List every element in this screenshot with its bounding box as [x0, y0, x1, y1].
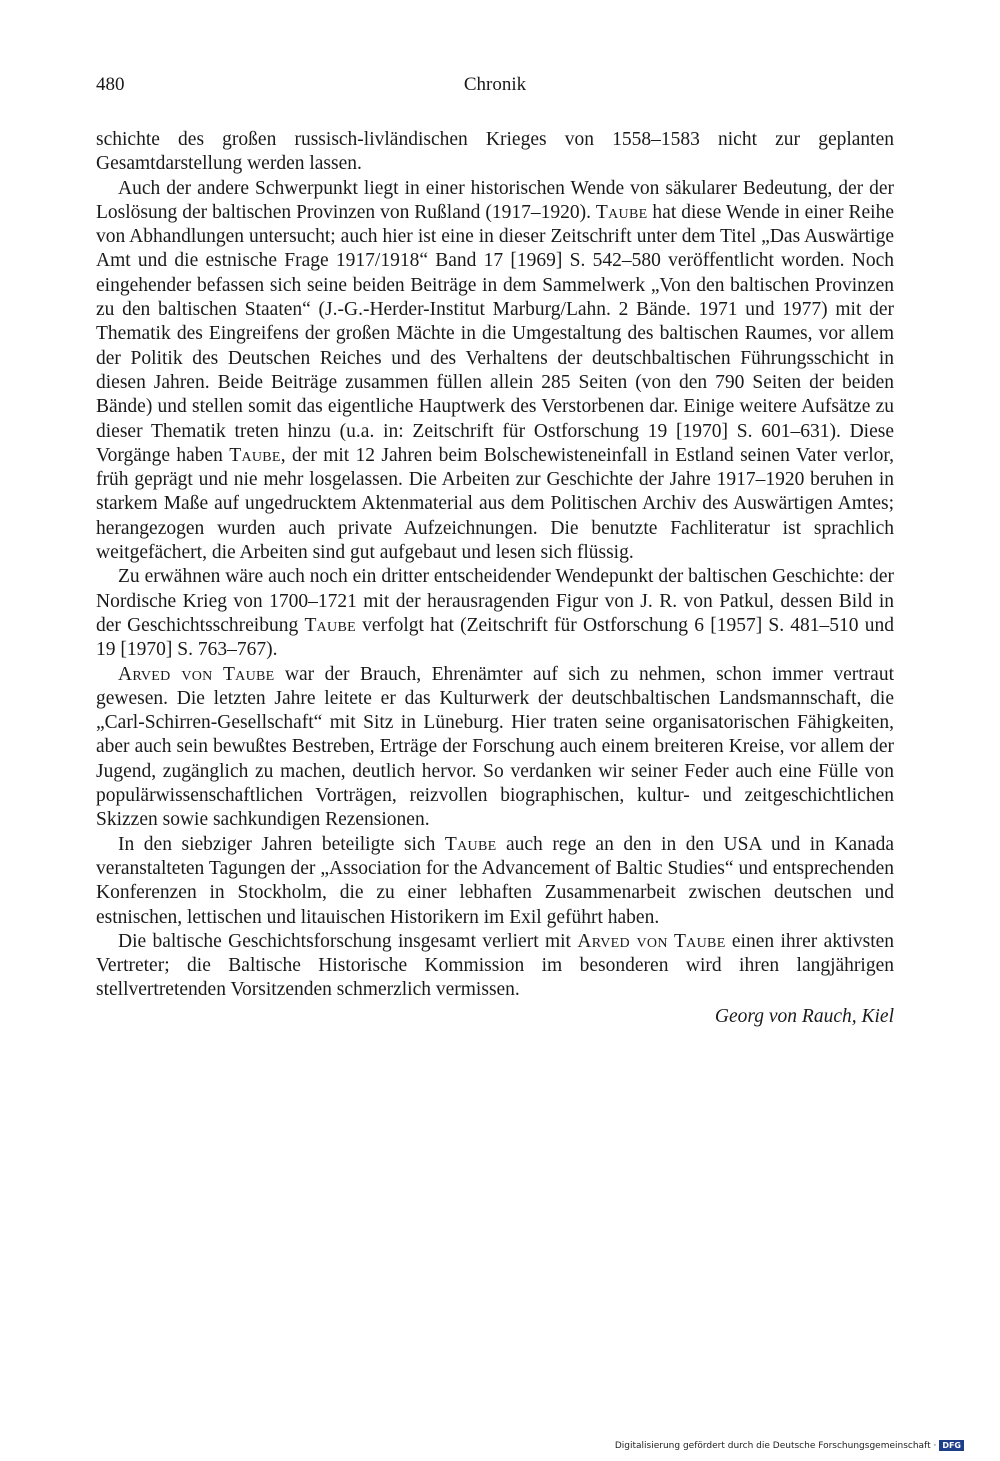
author-name: Taube	[304, 614, 356, 636]
signature: Georg von Rauch, Kiel	[714, 1005, 894, 1027]
page-number: 480	[96, 74, 125, 95]
paragraph-2: Auch der andere Schwerpunkt liegt in einer historischen Wende von säkularer Bedeutung, der der Loslösung der baltischen Provinzen von Rußland (1917–1920). Taube hat diese Wende in einer Reihe von Abhandlungen untersucht; auch hier ist eine in dieser Zeitschrift unter dem Titel „Das Auswärtige Amt und die estnische Frage 1917/1918“ Band 17 [1969] S. 542–580 veröffentlicht worden. Noch eingehender befassen sich seine beiden Beiträge in dem Sammelwerk „Von den baltischen Provinzen zu den baltischen Staaten“ (J.-G.-Herder-Institut Marburg/Lahn. 2 Bände. 1971 und 1977) mit der Thematik des Eingreifens der großen Mächte in die Umgestaltung des baltischen Raumes, vor allem der Politik des Deutschen Reiches und des Verhaltens der deutschbaltischen Führungsschicht in diesen Jahren. Beide Beiträge zusammen füllen allein 285 Seiten (von den 790 Seiten der beiden Bände) und stellen somit das eigentliche Hauptwerk des Verstorbenen dar. Einige weitere Aufsätze zu dieser Thematik treten hinzu (u.a. in: Zeitschrift für Ostforschung 19 [1970] S. 601–631). Diese Vorgänge haben Taube, der mit 12 Jahren beim Bolschewisteneinfall in Estland seinen Vater verlor, früh geprägt und nie mehr losgelassen. Die Arbeiten zur Geschichte der Jahre 1917–1920 beruhen in starkem Maße auf ungedrucktem Aktenmaterial aus dem Politischen Archiv des Auswärtigen Amtes; herangezogen wurden auch private Aufzeichnungen. Die benutzte Fachliteratur ist sprachlich weitgefächert, die Arbeiten sind gut aufgebaut und lesen sich flüssig.	[96, 177, 895, 564]
author-name: Arved von Taube	[118, 663, 275, 685]
author-name: Arved von Taube	[577, 930, 726, 952]
credit-text: Digitalisierung gefördert durch die Deutsche Forschungsgemeinschaft ·	[614, 1441, 937, 1451]
paragraph-4: Arved von Taube war der Brauch, Ehrenämter auf sich zu nehmen, schon immer vertraut gewesen. Die letzten Jahre leitete er das Kulturwerk der deutschbaltischen Landsmannschaft, die „Carl-Schirren-Gesellschaft“ mit Sitz in Lüneburg. Hier traten seine organisatorischen Fähigkeiten, aber auch sein bewußtes Bestreben, Erträge der Forschung auch einem breiteren Kreise, vor allem der Jugend, zugänglich zu machen, deutlich hervor. So verdanken wir seiner Feder auch eine Fülle von populärwissenschaftlichen Vorträgen, reizvollen biographischen, kultur- und zeitgeschichtlichen Skizzen sowie sachkundigen Rezensionen.	[96, 663, 894, 831]
article-body	[96, 128, 894, 1029]
running-title: Chronik	[463, 74, 527, 95]
dfg-logo: DFG	[939, 1440, 964, 1451]
author-name: Taube	[444, 833, 497, 855]
paragraph-5: In den siebziger Jahren beteiligte sich Taube auch rege an den in den USA und in Kanada veranstalteten Tagungen der „Association for the Advancement of Baltic Studies“ und entsprechenden Konferenzen in Stockholm, die zu einer lebhaften Zusammenarbeit zwischen deutschen und estnischen, lettischen und litauischen Historikern im Exil geführt haben.	[96, 833, 895, 928]
paragraph-6: Die baltische Geschichtsforschung insgesamt verliert mit Arved von Taube einen ihrer aktivsten Vertreter; die Baltische Historische Kommission im besonderen wird ihren langjährigen stellvertretenden Vorsitzenden schmerzlich vermissen.	[96, 930, 895, 1001]
page-header	[96, 74, 894, 104]
paragraph-3: Zu erwähnen wäre auch noch ein dritter entscheidender Wendepunkt der baltischen Geschichte: der Nordische Krieg von 1700–1721 mit der herausragenden Figur von J. R. von Patkul, dessen Bild in der Geschichtsschreibung Taube verfolgt hat (Zeitschrift für Ostforschung 6 [1957] S. 481–510 und 19 [1970] S. 763–767).	[96, 566, 895, 661]
author-name: Taube	[595, 201, 648, 223]
paragraph-1: schichte des großen russisch-livländischen Krieges von 1558–1583 nicht zur geplanten Gesamtdarstellung werden lassen.	[96, 129, 894, 175]
author-name: Taube	[229, 444, 281, 466]
digitization-credit	[615, 1440, 964, 1451]
